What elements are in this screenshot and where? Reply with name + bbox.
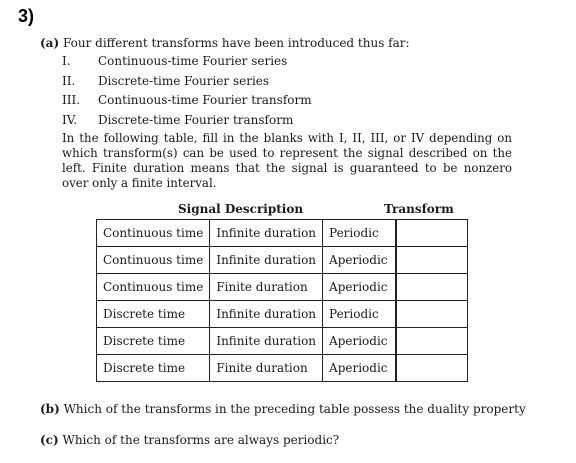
part-c-text: Which of the transforms are always periodic? xyxy=(62,433,340,447)
transform-blank-cell[interactable] xyxy=(396,247,468,274)
periodicity-cell: Aperiodic xyxy=(323,328,397,355)
part-c-label: (c) xyxy=(40,433,59,447)
transform-name: Continuous-time Fourier series xyxy=(98,54,288,68)
time-cell: Continuous time xyxy=(97,274,210,301)
duration-cell: Finite duration xyxy=(210,355,323,382)
table-row xyxy=(97,301,468,328)
part-a-label: (a) xyxy=(40,36,60,50)
transform-list xyxy=(62,54,312,132)
periodicity-cell: Periodic xyxy=(323,220,397,247)
duration-cell: Infinite duration xyxy=(210,328,323,355)
periodicity-cell: Aperiodic xyxy=(323,355,397,382)
instructions-paragraph: In the following table, fill in the blanks with I, II, III, or IV depending on which transform(s) can be used to represent the signal described on the left. Finite duration means that the signal is guaranteed to be nonzero over only a finite interval. xyxy=(62,131,512,190)
table-row xyxy=(97,274,468,301)
part-b-text: Which of the transforms in the preceding table possess the duality property xyxy=(63,402,526,416)
periodicity-cell: Aperiodic xyxy=(323,274,397,301)
transform-name: Discrete-time Fourier series xyxy=(98,73,270,88)
part-a-text: Four different transforms have been introduced thus far: xyxy=(62,36,410,50)
time-cell: Continuous time xyxy=(97,247,210,274)
part-c-question xyxy=(40,433,339,448)
table-row xyxy=(97,220,468,247)
duration-cell: Finite duration xyxy=(210,274,323,301)
table-row xyxy=(97,355,468,382)
table-row xyxy=(97,247,468,274)
list-item xyxy=(62,93,312,113)
duration-cell: Infinite duration xyxy=(210,247,323,274)
part-a-question xyxy=(40,36,410,51)
transform-numeral: III. xyxy=(62,93,81,107)
list-item xyxy=(62,74,312,94)
list-item xyxy=(62,113,312,133)
periodicity-cell: Periodic xyxy=(323,301,397,328)
transform-blank-cell[interactable] xyxy=(396,274,468,301)
duration-cell: Infinite duration xyxy=(210,301,323,328)
signal-table xyxy=(96,219,468,382)
transform-blank-cell[interactable] xyxy=(396,220,468,247)
time-cell: Continuous time xyxy=(97,220,210,247)
transform-blank-cell[interactable] xyxy=(396,301,468,328)
time-cell: Discrete time xyxy=(97,355,210,382)
part-b-question xyxy=(40,402,526,417)
transform-header: Transform xyxy=(384,202,454,216)
duration-cell: Infinite duration xyxy=(210,220,323,247)
signal-description-header: Signal Description xyxy=(178,202,304,216)
problem-number: 3) xyxy=(18,6,35,26)
transform-name: Discrete-time Fourier transform xyxy=(98,112,294,127)
transform-blank-cell[interactable] xyxy=(396,355,468,382)
transform-blank-cell[interactable] xyxy=(396,328,468,355)
list-item xyxy=(62,54,312,74)
part-b-label: (b) xyxy=(40,402,60,416)
table-row xyxy=(97,328,468,355)
transform-numeral: I. xyxy=(62,54,71,68)
transform-name: Continuous-time Fourier transform xyxy=(98,93,312,107)
time-cell: Discrete time xyxy=(97,328,210,355)
periodicity-cell: Aperiodic xyxy=(323,247,397,274)
time-cell: Discrete time xyxy=(97,301,210,328)
transform-numeral: II. xyxy=(62,73,76,88)
transform-numeral: IV. xyxy=(62,112,78,127)
